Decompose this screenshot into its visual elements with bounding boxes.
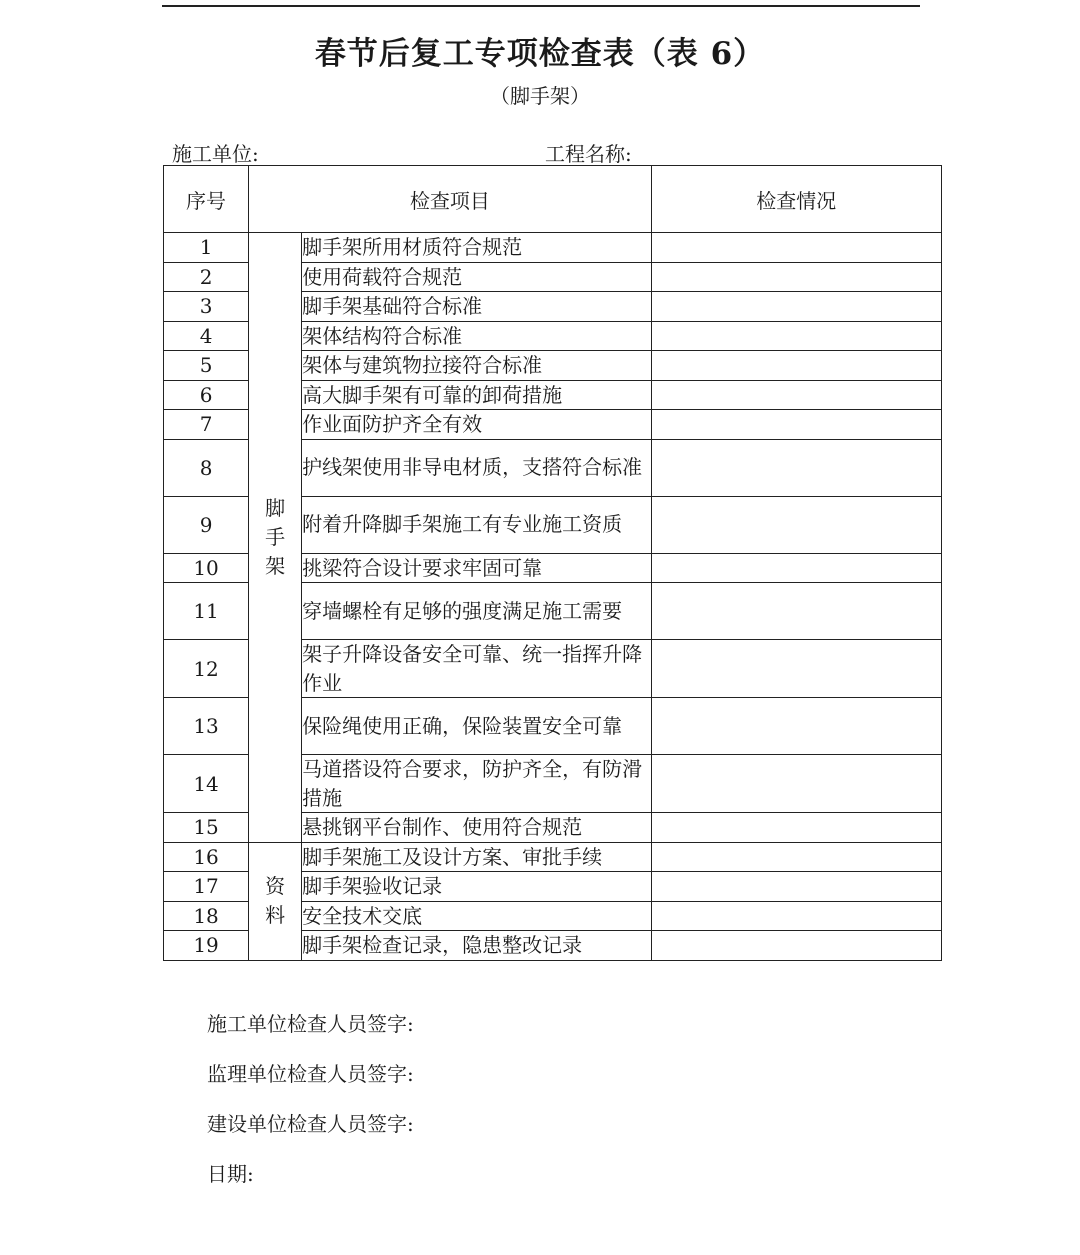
row-result-cell[interactable] — [651, 901, 941, 931]
row-result-cell[interactable] — [651, 931, 941, 961]
row-result-cell[interactable] — [651, 872, 941, 902]
row-item: 马道搭设符合要求，防护齐全，有防滑措施 — [302, 755, 651, 813]
row-number: 12 — [164, 640, 249, 698]
supervision-signature-label: 监理单位检查人员签字: — [207, 1062, 414, 1086]
row-number: 4 — [164, 321, 249, 351]
table-row — [164, 233, 942, 263]
row-result-cell[interactable] — [651, 380, 941, 410]
header-item: 检查项目 — [249, 166, 652, 233]
row-result-cell[interactable] — [651, 553, 941, 583]
row-result-cell[interactable] — [651, 262, 941, 292]
row-item: 悬挑钢平台制作、使用符合规范 — [302, 813, 651, 843]
row-result-cell[interactable] — [651, 410, 941, 440]
row-number: 17 — [164, 872, 249, 902]
row-result-cell[interactable] — [651, 292, 941, 322]
row-item: 使用荷载符合规范 — [302, 262, 651, 292]
row-item: 安全技术交底 — [302, 901, 651, 931]
row-result-cell[interactable] — [651, 233, 941, 263]
row-result-cell[interactable] — [651, 351, 941, 381]
row-number: 15 — [164, 813, 249, 843]
row-number: 19 — [164, 931, 249, 961]
row-item: 脚手架所用材质符合规范 — [302, 233, 651, 263]
top-rule — [162, 5, 920, 7]
row-item: 作业面防护齐全有效 — [302, 410, 651, 440]
row-item: 脚手架施工及设计方案、审批手续 — [302, 842, 651, 872]
row-number: 10 — [164, 553, 249, 583]
row-number: 8 — [164, 439, 249, 496]
date-label: 日期: — [207, 1162, 254, 1186]
row-item: 架体与建筑物拉接符合标准 — [302, 351, 651, 381]
row-item: 穿墙螺栓有足够的强度满足施工需要 — [302, 583, 651, 640]
row-item: 架体结构符合标准 — [302, 321, 651, 351]
row-number: 2 — [164, 262, 249, 292]
page-title: 春节后复工专项检查表（表 6） — [314, 36, 766, 72]
row-result-cell[interactable] — [651, 496, 941, 553]
row-item: 脚手架基础符合标准 — [302, 292, 651, 322]
row-result-cell[interactable] — [651, 698, 941, 755]
row-number: 16 — [164, 842, 249, 872]
row-number: 7 — [164, 410, 249, 440]
header-number: 序号 — [164, 166, 249, 233]
row-item: 脚手架检查记录，隐患整改记录 — [302, 931, 651, 961]
project-name-label: 工程名称: — [545, 142, 632, 166]
row-number: 3 — [164, 292, 249, 322]
row-number: 11 — [164, 583, 249, 640]
row-result-cell[interactable] — [651, 640, 941, 698]
row-item: 护线架使用非导电材质，支搭符合标准 — [302, 439, 651, 496]
row-item: 附着升降脚手架施工有专业施工资质 — [302, 496, 651, 553]
header-result: 检查情况 — [651, 166, 941, 233]
row-item: 挑梁符合设计要求牢固可靠 — [302, 553, 651, 583]
page-subtitle: （脚手架） — [490, 84, 590, 108]
row-number: 9 — [164, 496, 249, 553]
row-item: 保险绳使用正确，保险装置安全可靠 — [302, 698, 651, 755]
row-item: 脚手架验收记录 — [302, 872, 651, 902]
row-number: 14 — [164, 755, 249, 813]
row-item: 架子升降设备安全可靠、统一指挥升降作业 — [302, 640, 651, 698]
row-number: 13 — [164, 698, 249, 755]
row-number: 6 — [164, 380, 249, 410]
row-number: 5 — [164, 351, 249, 381]
row-result-cell[interactable] — [651, 755, 941, 813]
row-result-cell[interactable] — [651, 842, 941, 872]
row-number: 1 — [164, 233, 249, 263]
row-result-cell[interactable] — [651, 583, 941, 640]
construction-signature-label: 施工单位检查人员签字: — [207, 1012, 414, 1036]
construction-unit-label: 施工单位: — [172, 142, 259, 166]
inspection-table — [163, 165, 942, 961]
category-scaffold: 脚手架 — [249, 233, 302, 843]
row-result-cell[interactable] — [651, 321, 941, 351]
row-number: 18 — [164, 901, 249, 931]
table-row — [164, 842, 942, 872]
category-documents: 资料 — [249, 842, 302, 960]
table-header-row — [164, 166, 942, 233]
row-result-cell[interactable] — [651, 439, 941, 496]
row-result-cell[interactable] — [651, 813, 941, 843]
row-item: 高大脚手架有可靠的卸荷措施 — [302, 380, 651, 410]
owner-signature-label: 建设单位检查人员签字: — [207, 1112, 414, 1136]
